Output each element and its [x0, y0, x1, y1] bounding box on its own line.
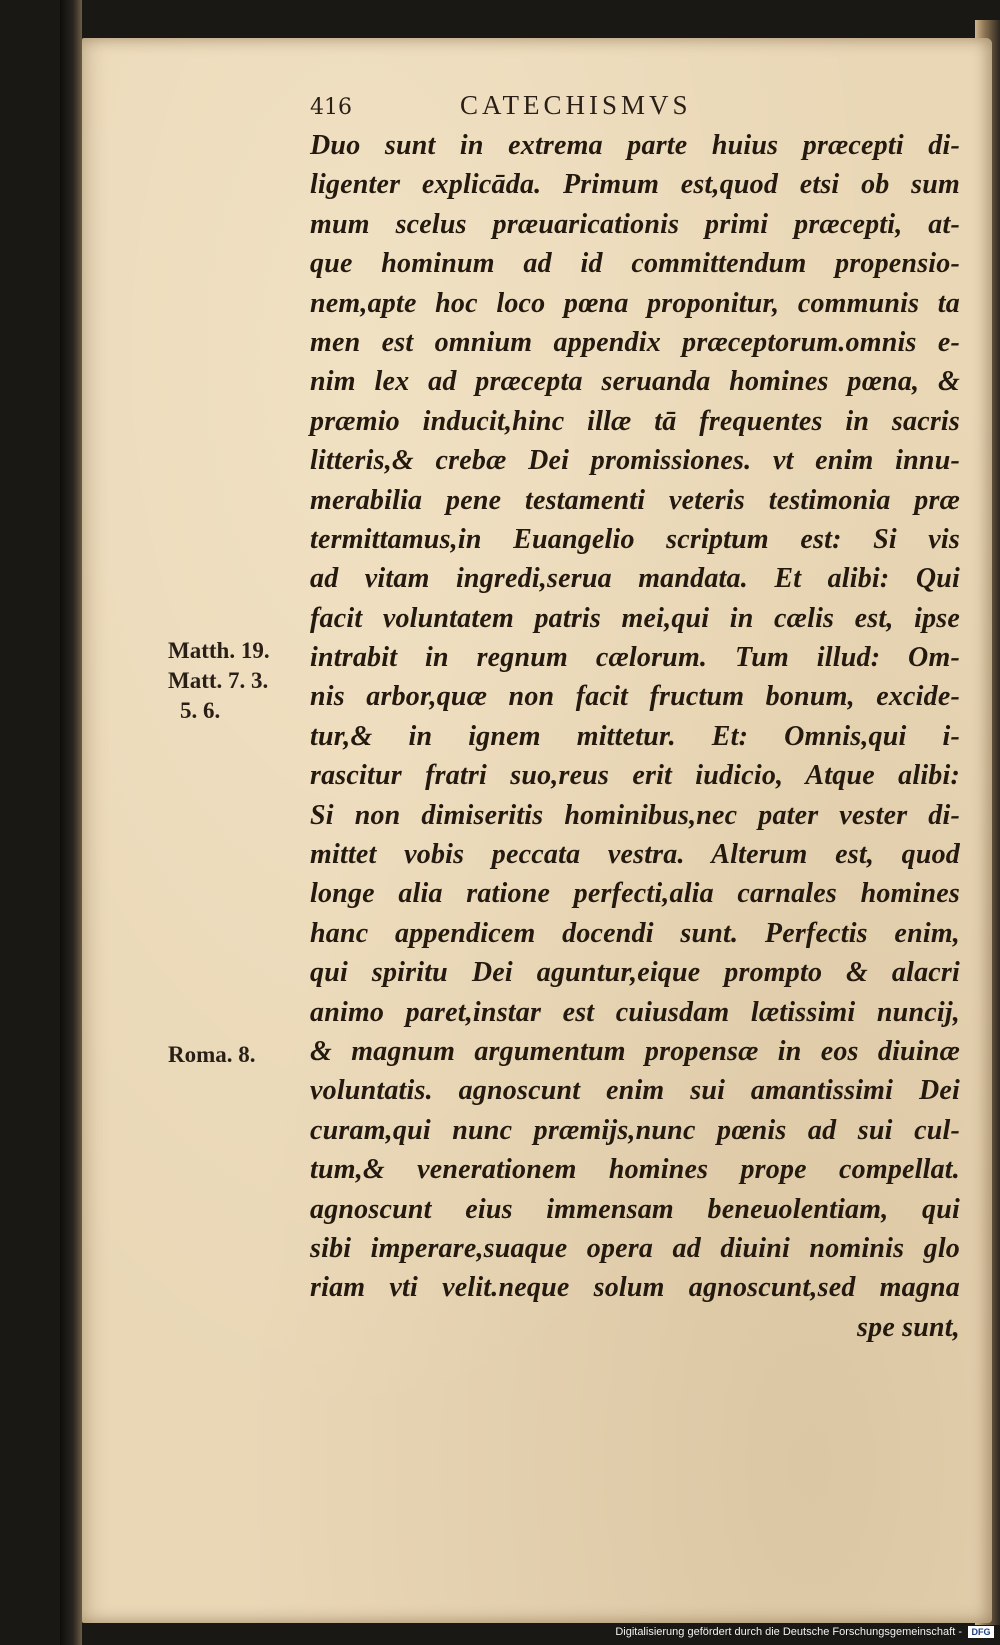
- text-line: sibi imperare,suaque opera ad diuini nominis glo: [310, 1232, 960, 1264]
- page-number: 416: [310, 95, 352, 120]
- text-line: que hominum ad id committendum propensio-: [310, 248, 960, 280]
- margin-note-matthew-19: Matth. 19.: [168, 638, 270, 663]
- funding-credit: Digitalisierung gefördert durch die Deutsche Forschungsgemeinschaft -: [615, 1626, 962, 1638]
- text-line: facit voluntatem patris mei,qui in cælis est, ipse: [310, 602, 960, 634]
- text-line: tur,& in ignem mittetur. Et: Omnis,qui i-: [310, 720, 960, 752]
- text-line: mum scelus præuaricationis primi præcepti, at-: [310, 208, 960, 240]
- margin-note-matthew-5-6: 5. 6.: [180, 698, 221, 723]
- margin-note-matthew-7: Matt. 7. 3.: [168, 668, 269, 693]
- text-line: qui spiritu Dei aguntur,eique prompto & alacri: [310, 957, 960, 989]
- text-line: nem,apte hoc loco pœna proponitur, communis ta: [310, 287, 960, 319]
- text-line: tum,& venerationem homines prope compellat.: [310, 1154, 960, 1186]
- body-text: [310, 126, 960, 1347]
- text-line: mittet vobis peccata vestra. Alterum est, quod: [310, 839, 960, 871]
- text-line: ad vitam ingredi,serua mandata. Et alibi: Qui: [310, 563, 960, 595]
- text-line: voluntatis. agnoscunt enim sui amantissimi Dei: [310, 1075, 960, 1107]
- text-line: Duo sunt in extrema parte huius præcepti di-: [310, 130, 960, 161]
- text-line: rascitur fratri suo,reus erit iudicio, Atque alibi:: [310, 760, 960, 792]
- dfg-logo: DFG: [968, 1626, 994, 1638]
- text-line: litteris,& crebæ Dei promissiones. vt enim innu-: [310, 445, 960, 477]
- text-line: agnoscunt eius immensam beneuolentiam, qui: [310, 1193, 960, 1225]
- text-line: curam,qui nunc præmijs,nunc pœnis ad sui cul-: [310, 1114, 960, 1146]
- margin-note-romans-8: Roma. 8.: [168, 1042, 256, 1067]
- text-line: animo paret,instar est cuiusdam lætissimi nuncij,: [310, 996, 960, 1028]
- text-line: termittamus,in Euangelio scriptum est: Si vis: [310, 523, 960, 555]
- book-edge-left: [60, 0, 82, 1645]
- text-line: hanc appendicem docendi sunt. Perfectis enim,: [310, 917, 960, 949]
- running-title: CATECHISMVS: [460, 90, 692, 120]
- text-line: men est omnium appendix præceptorum.omnis e-: [310, 326, 960, 358]
- text-line: merabilia pene testamenti veteris testimonia præ: [310, 484, 960, 516]
- text-line: intrabit in regnum cælorum. Tum illud: Om-: [310, 642, 960, 674]
- text-line: & magnum argumentum propensæ in eos diuinæ: [310, 1035, 960, 1067]
- page-header: [310, 90, 692, 130]
- text-line: longe alia ratione perfecti,alia carnales homines: [310, 878, 960, 910]
- text-line: ligenter explicāda. Primum est,quod etsi ob sum: [310, 169, 960, 201]
- text-line: nis arbor,quæ non facit fructum bonum, excide-: [310, 681, 960, 713]
- text-line: præmio inducit,hinc illæ tā frequentes in sacris: [310, 405, 960, 437]
- digitization-footer: [615, 1623, 994, 1641]
- text-line: Si non dimiseritis hominibus,nec pater vester di-: [310, 799, 960, 831]
- text-line: nim lex ad præcepta seruanda homines pœna, &: [310, 366, 960, 398]
- text-line: riam vti velit.neque solum agnoscunt,sed magna: [310, 1272, 960, 1304]
- text-line-catchword: spe sunt,: [857, 1311, 960, 1343]
